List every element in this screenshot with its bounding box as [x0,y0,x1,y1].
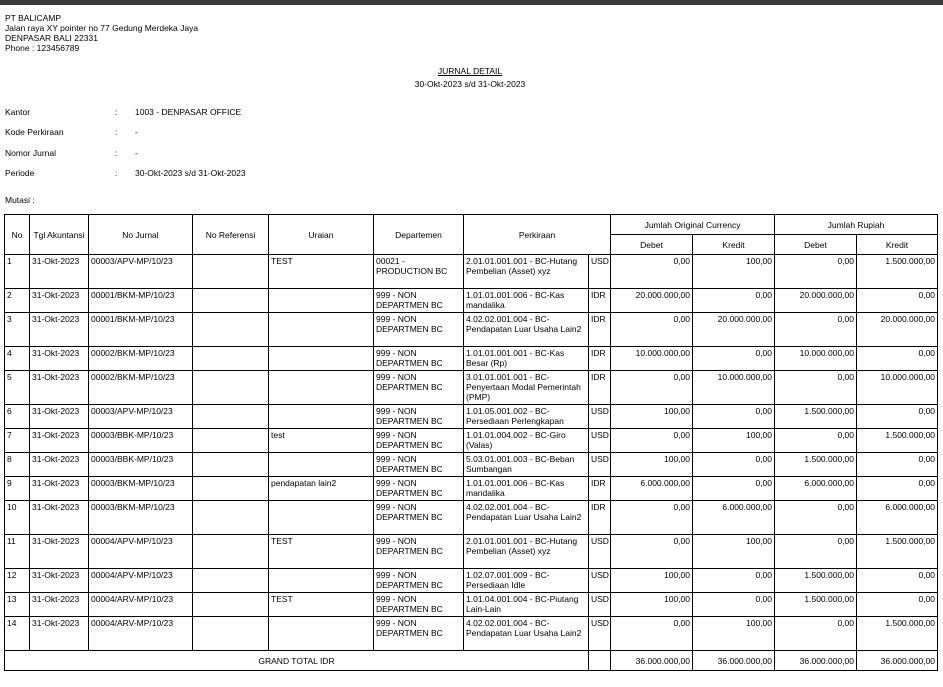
cell-rupiah-debet: 20.000.000,00 [775,289,857,313]
filter-separator: : [115,127,118,138]
cell-no: 8 [5,453,30,477]
cell-no: 2 [5,289,30,313]
cell-original-kredit: 0,00 [693,593,775,617]
cell-uraian [269,405,374,429]
cell-rupiah-kredit: 0,00 [857,477,938,501]
cell-no: 5 [5,371,30,405]
cell-uraian [269,453,374,477]
cell-original-kredit: 0,00 [693,453,775,477]
header-departemen: Departemen [374,215,464,255]
cell-currency: IDR [589,477,611,501]
filter-separator: : [115,168,118,179]
company-name: PT BALICAMP [5,13,62,23]
table-row [5,405,938,429]
cell-departemen: 00021 - PRODUCTION BC [374,255,464,289]
cell-perkiraan: 1.01.05.001.002 - BC-Persediaan Perlengkapan [464,405,589,429]
cell-original-debet: 100,00 [611,453,693,477]
cell-tgl-akuntansi: 31-Okt-2023 [30,313,89,347]
cell-no-jurnal: 00003/BBK-MP/10/23 [89,453,193,477]
cell-currency: IDR [589,501,611,535]
grand-total-row [5,651,938,671]
cell-uraian [269,569,374,593]
cell-no-referensi [193,477,269,501]
cell-currency: USD [589,569,611,593]
cell-no: 7 [5,429,30,453]
cell-tgl-akuntansi: 31-Okt-2023 [30,429,89,453]
header-rupiah-kredit: Kredit [857,235,938,255]
cell-no-jurnal: 00004/ARV-MP/10/23 [89,593,193,617]
header-jumlah-rupiah: Jumlah Rupiah [775,215,938,235]
cell-original-debet: 0,00 [611,535,693,569]
cell-perkiraan: 4.02.02.001.004 - BC-Pendapatan Luar Usaha Lain2 [464,501,589,535]
cell-rupiah-kredit: 1.500.000,00 [857,617,938,651]
cell-tgl-akuntansi: 31-Okt-2023 [30,255,89,289]
cell-departemen: 999 - NON DEPARTMEN BC [374,569,464,593]
cell-no-jurnal: 00003/APV-MP/10/23 [89,255,193,289]
mutasi-label: Mutasi : [5,195,35,205]
cell-tgl-akuntansi: 31-Okt-2023 [30,453,89,477]
cell-rupiah-debet: 1.500.000,00 [775,593,857,617]
cell-perkiraan: 4.02.02.001.004 - BC-Pendapatan Luar Usaha Lain2 [464,617,589,651]
cell-no: 11 [5,535,30,569]
cell-departemen: 999 - NON DEPARTMEN BC [374,535,464,569]
filter-separator: : [115,147,118,158]
filter-label: Kantor [5,107,31,117]
cell-original-kredit: 100,00 [693,617,775,651]
header-rupiah-debet: Debet [775,235,857,255]
cell-uraian: test [269,429,374,453]
cell-original-debet: 0,00 [611,617,693,651]
filter-label: Kode Perkiraan [5,127,64,138]
cell-no-referensi [193,429,269,453]
cell-perkiraan: 4.02.02.001.004 - BC-Pendapatan Luar Usaha Lain2 [464,313,589,347]
filter-value: 1003 - DENPASAR OFFICE [135,107,242,117]
cell-rupiah-kredit: 0,00 [857,569,938,593]
cell-original-kredit: 100,00 [693,535,775,569]
table-row [5,453,938,477]
cell-original-kredit: 0,00 [693,477,775,501]
header-perkiraan: Perkiraan [464,215,611,255]
cell-no-jurnal: 00004/APV-MP/10/23 [89,535,193,569]
cell-no-jurnal: 00001/BKM-MP/10/23 [89,313,193,347]
cell-no: 3 [5,313,30,347]
cell-original-kredit: 20.000.000,00 [693,313,775,347]
filter-label: Nomor Jurnal [5,147,57,158]
header-uraian: Uraian [269,215,374,255]
cell-uraian [269,501,374,535]
header-no-jurnal: No Jurnal [89,215,193,255]
cell-tgl-akuntansi: 31-Okt-2023 [30,617,89,651]
cell-no: 4 [5,347,30,371]
cell-no: 6 [5,405,30,429]
cell-rupiah-debet: 1.500.000,00 [775,569,857,593]
cell-no-referensi [193,255,269,289]
cell-rupiah-debet: 1.500.000,00 [775,453,857,477]
table-row [5,569,938,593]
cell-tgl-akuntansi: 31-Okt-2023 [30,347,89,371]
cell-rupiah-debet: 6.000.000,00 [775,477,857,501]
cell-departemen: 999 - NON DEPARTMEN BC [374,429,464,453]
cell-currency: USD [589,255,611,289]
table-row [5,429,938,453]
header-tgl-akuntansi: Tgl Akuntansi [30,215,89,255]
cell-uraian [269,347,374,371]
cell-departemen: 999 - NON DEPARTMEN BC [374,405,464,429]
cell-no-jurnal: 00001/BKM-MP/10/23 [89,289,193,313]
cell-no: 12 [5,569,30,593]
report-title: JURNAL DETAIL [437,66,503,76]
cell-departemen: 999 - NON DEPARTMEN BC [374,617,464,651]
cell-rupiah-debet: 0,00 [775,255,857,289]
cell-no-referensi [193,289,269,313]
cell-original-debet: 0,00 [611,371,693,405]
cell-rupiah-debet: 0,00 [775,501,857,535]
header-original-currency: Jumlah Original Currency [611,215,775,235]
cell-rupiah-debet: 0,00 [775,535,857,569]
cell-uraian: pendapatan lain2 [269,477,374,501]
cell-currency: USD [589,405,611,429]
cell-no-referensi [193,617,269,651]
cell-no-referensi [193,347,269,371]
table-row [5,371,938,405]
cell-rupiah-kredit: 1.500.000,00 [857,255,938,289]
cell-no-jurnal: 00004/ARV-MP/10/23 [89,617,193,651]
cell-rupiah-kredit: 20.000.000,00 [857,313,938,347]
cell-rupiah-kredit: 0,00 [857,347,938,371]
cell-original-debet: 0,00 [611,255,693,289]
cell-departemen: 999 - NON DEPARTMEN BC [374,453,464,477]
cell-no: 1 [5,255,30,289]
journal-table [4,214,938,671]
cell-departemen: 999 - NON DEPARTMEN BC [374,477,464,501]
header-no: No [5,215,30,255]
table-row [5,347,938,371]
grand-total-original-debet: 36.000.000,00 [611,651,693,671]
cell-tgl-akuntansi: 31-Okt-2023 [30,477,89,501]
cell-perkiraan: 1.02.07.001.009 - BC-Persediaan Idle [464,569,589,593]
grand-total-label: GRAND TOTAL IDR [5,651,589,671]
cell-original-kredit: 0,00 [693,347,775,371]
cell-no-referensi [193,313,269,347]
cell-original-debet: 100,00 [611,405,693,429]
cell-currency: USD [589,535,611,569]
table-row [5,501,938,535]
table-row [5,535,938,569]
cell-currency: USD [589,453,611,477]
cell-perkiraan: 1.01.04.001.004 - BC-Piutang Lain-Lain [464,593,589,617]
table-row [5,289,938,313]
cell-no-jurnal: 00002/BKM-MP/10/23 [89,371,193,405]
cell-rupiah-kredit: 0,00 [857,289,938,313]
header-no-referensi: No Referensi [193,215,269,255]
cell-original-debet: 20.000.000,00 [611,289,693,313]
report-period: 30-Okt-2023 s/d 31-Okt-2023 [414,79,526,89]
cell-no: 14 [5,617,30,651]
cell-original-kredit: 6.000.000,00 [693,501,775,535]
cell-tgl-akuntansi: 31-Okt-2023 [30,405,89,429]
cell-no-jurnal: 00003/BKM-MP/10/23 [89,501,193,535]
cell-perkiraan: 1.01.01.001.006 - BC-Kas mandalika [464,477,589,501]
cell-currency: USD [589,593,611,617]
filter-value: - [135,127,138,138]
cell-uraian: TEST [269,535,374,569]
cell-uraian [269,313,374,347]
header-original-kredit: Kredit [693,235,775,255]
cell-no-jurnal: 00003/APV-MP/10/23 [89,405,193,429]
cell-rupiah-debet: 0,00 [775,429,857,453]
cell-rupiah-debet: 0,00 [775,617,857,651]
filter-value: 30-Okt-2023 s/d 31-Okt-2023 [135,168,246,179]
cell-no-referensi [193,371,269,405]
grand-total-original-kredit: 36.000.000,00 [693,651,775,671]
cell-currency: IDR [589,313,611,347]
cell-original-kredit: 10.000.000,00 [693,371,775,405]
cell-departemen: 999 - NON DEPARTMEN BC [374,289,464,313]
filter-value: - [135,147,138,158]
cell-currency: IDR [589,347,611,371]
cell-no: 13 [5,593,30,617]
cell-original-debet: 0,00 [611,429,693,453]
cell-perkiraan: 3.01.01.001.001 - BC-Penyertaan Modal Pemerintah (PMP) [464,371,589,405]
table-row [5,255,938,289]
cell-departemen: 999 - NON DEPARTMEN BC [374,593,464,617]
cell-departemen: 999 - NON DEPARTMEN BC [374,347,464,371]
cell-uraian [269,617,374,651]
cell-rupiah-kredit: 6.000.000,00 [857,501,938,535]
cell-no: 9 [5,477,30,501]
header-original-debet: Debet [611,235,693,255]
cell-no-referensi [193,453,269,477]
cell-original-debet: 0,00 [611,501,693,535]
cell-no-jurnal: 00003/BKM-MP/10/23 [89,477,193,501]
cell-tgl-akuntansi: 31-Okt-2023 [30,535,89,569]
filter-separator: : [115,107,118,117]
cell-rupiah-debet: 10.000.000,00 [775,347,857,371]
cell-tgl-akuntansi: 31-Okt-2023 [30,501,89,535]
cell-rupiah-kredit: 1.500.000,00 [857,429,938,453]
cell-rupiah-kredit: 1.500.000,00 [857,535,938,569]
company-address: Jalan raya XY pointer no 77 Gedung Merdeka Jaya [5,23,199,33]
cell-perkiraan: 1.01.01.001.001 - BC-Kas Besar (Rp) [464,347,589,371]
table-row [5,593,938,617]
cell-original-debet: 0,00 [611,313,693,347]
cell-currency: IDR [589,371,611,405]
cell-no-referensi [193,569,269,593]
cell-original-kredit: 100,00 [693,255,775,289]
cell-no-referensi [193,593,269,617]
cell-original-kredit: 0,00 [693,569,775,593]
cell-original-kredit: 0,00 [693,405,775,429]
cell-rupiah-debet: 1.500.000,00 [775,405,857,429]
cell-uraian [269,371,374,405]
company-info [5,13,198,53]
cell-no-jurnal: 00002/BKM-MP/10/23 [89,347,193,371]
cell-tgl-akuntansi: 31-Okt-2023 [30,569,89,593]
cell-perkiraan: 1.01.01.004.002 - BC-Giro (Valas) [464,429,589,453]
cell-departemen: 999 - NON DEPARTMEN BC [374,501,464,535]
cell-no-jurnal: 00003/BBK-MP/10/23 [89,429,193,453]
cell-currency: USD [589,429,611,453]
cell-rupiah-kredit: 0,00 [857,405,938,429]
cell-original-debet: 100,00 [611,569,693,593]
cell-tgl-akuntansi: 31-Okt-2023 [30,371,89,405]
cell-perkiraan: 2.01.01.001.001 - BC-Hutang Pembelian (Asset) xyz [464,255,589,289]
cell-rupiah-kredit: 0,00 [857,593,938,617]
cell-departemen: 999 - NON DEPARTMEN BC [374,371,464,405]
cell-tgl-akuntansi: 31-Okt-2023 [30,593,89,617]
cell-rupiah-debet: 0,00 [775,371,857,405]
cell-original-debet: 10.000.000,00 [611,347,693,371]
cell-rupiah-debet: 0,00 [775,313,857,347]
top-bar [0,0,943,5]
cell-currency: IDR [589,289,611,313]
filter-label: Periode [5,168,35,179]
cell-no-referensi [193,501,269,535]
cell-no-referensi [193,405,269,429]
table-row [5,477,938,501]
grand-total-rupiah-kredit: 36.000.000,00 [857,651,938,671]
cell-uraian: TEST [269,255,374,289]
cell-original-kredit: 100,00 [693,429,775,453]
table-row [5,313,938,347]
cell-tgl-akuntansi: 31-Okt-2023 [30,289,89,313]
cell-perkiraan: 5.03.01.001.003 - BC-Beban Sumbangan [464,453,589,477]
cell-perkiraan: 1.01.01.001.006 - BC-Kas mandalika [464,289,589,313]
grand-total-currency [589,651,611,671]
cell-no-referensi [193,535,269,569]
cell-rupiah-kredit: 0,00 [857,453,938,477]
cell-currency: USD [589,617,611,651]
cell-rupiah-kredit: 10.000.000,00 [857,371,938,405]
cell-perkiraan: 2.01.01.001.001 - BC-Hutang Pembelian (Asset) xyz [464,535,589,569]
grand-total-rupiah-debet: 36.000.000,00 [775,651,857,671]
table-row [5,617,938,651]
company-city: DENPASAR BALI 22331 [5,33,98,43]
cell-uraian [269,289,374,313]
cell-no: 10 [5,501,30,535]
company-phone: Phone : 123456789 [5,43,80,53]
cell-departemen: 999 - NON DEPARTMEN BC [374,313,464,347]
cell-original-kredit: 0,00 [693,289,775,313]
cell-original-debet: 100,00 [611,593,693,617]
cell-no-jurnal: 00004/APV-MP/10/23 [89,569,193,593]
cell-uraian: TEST [269,593,374,617]
cell-original-debet: 6.000.000,00 [611,477,693,501]
